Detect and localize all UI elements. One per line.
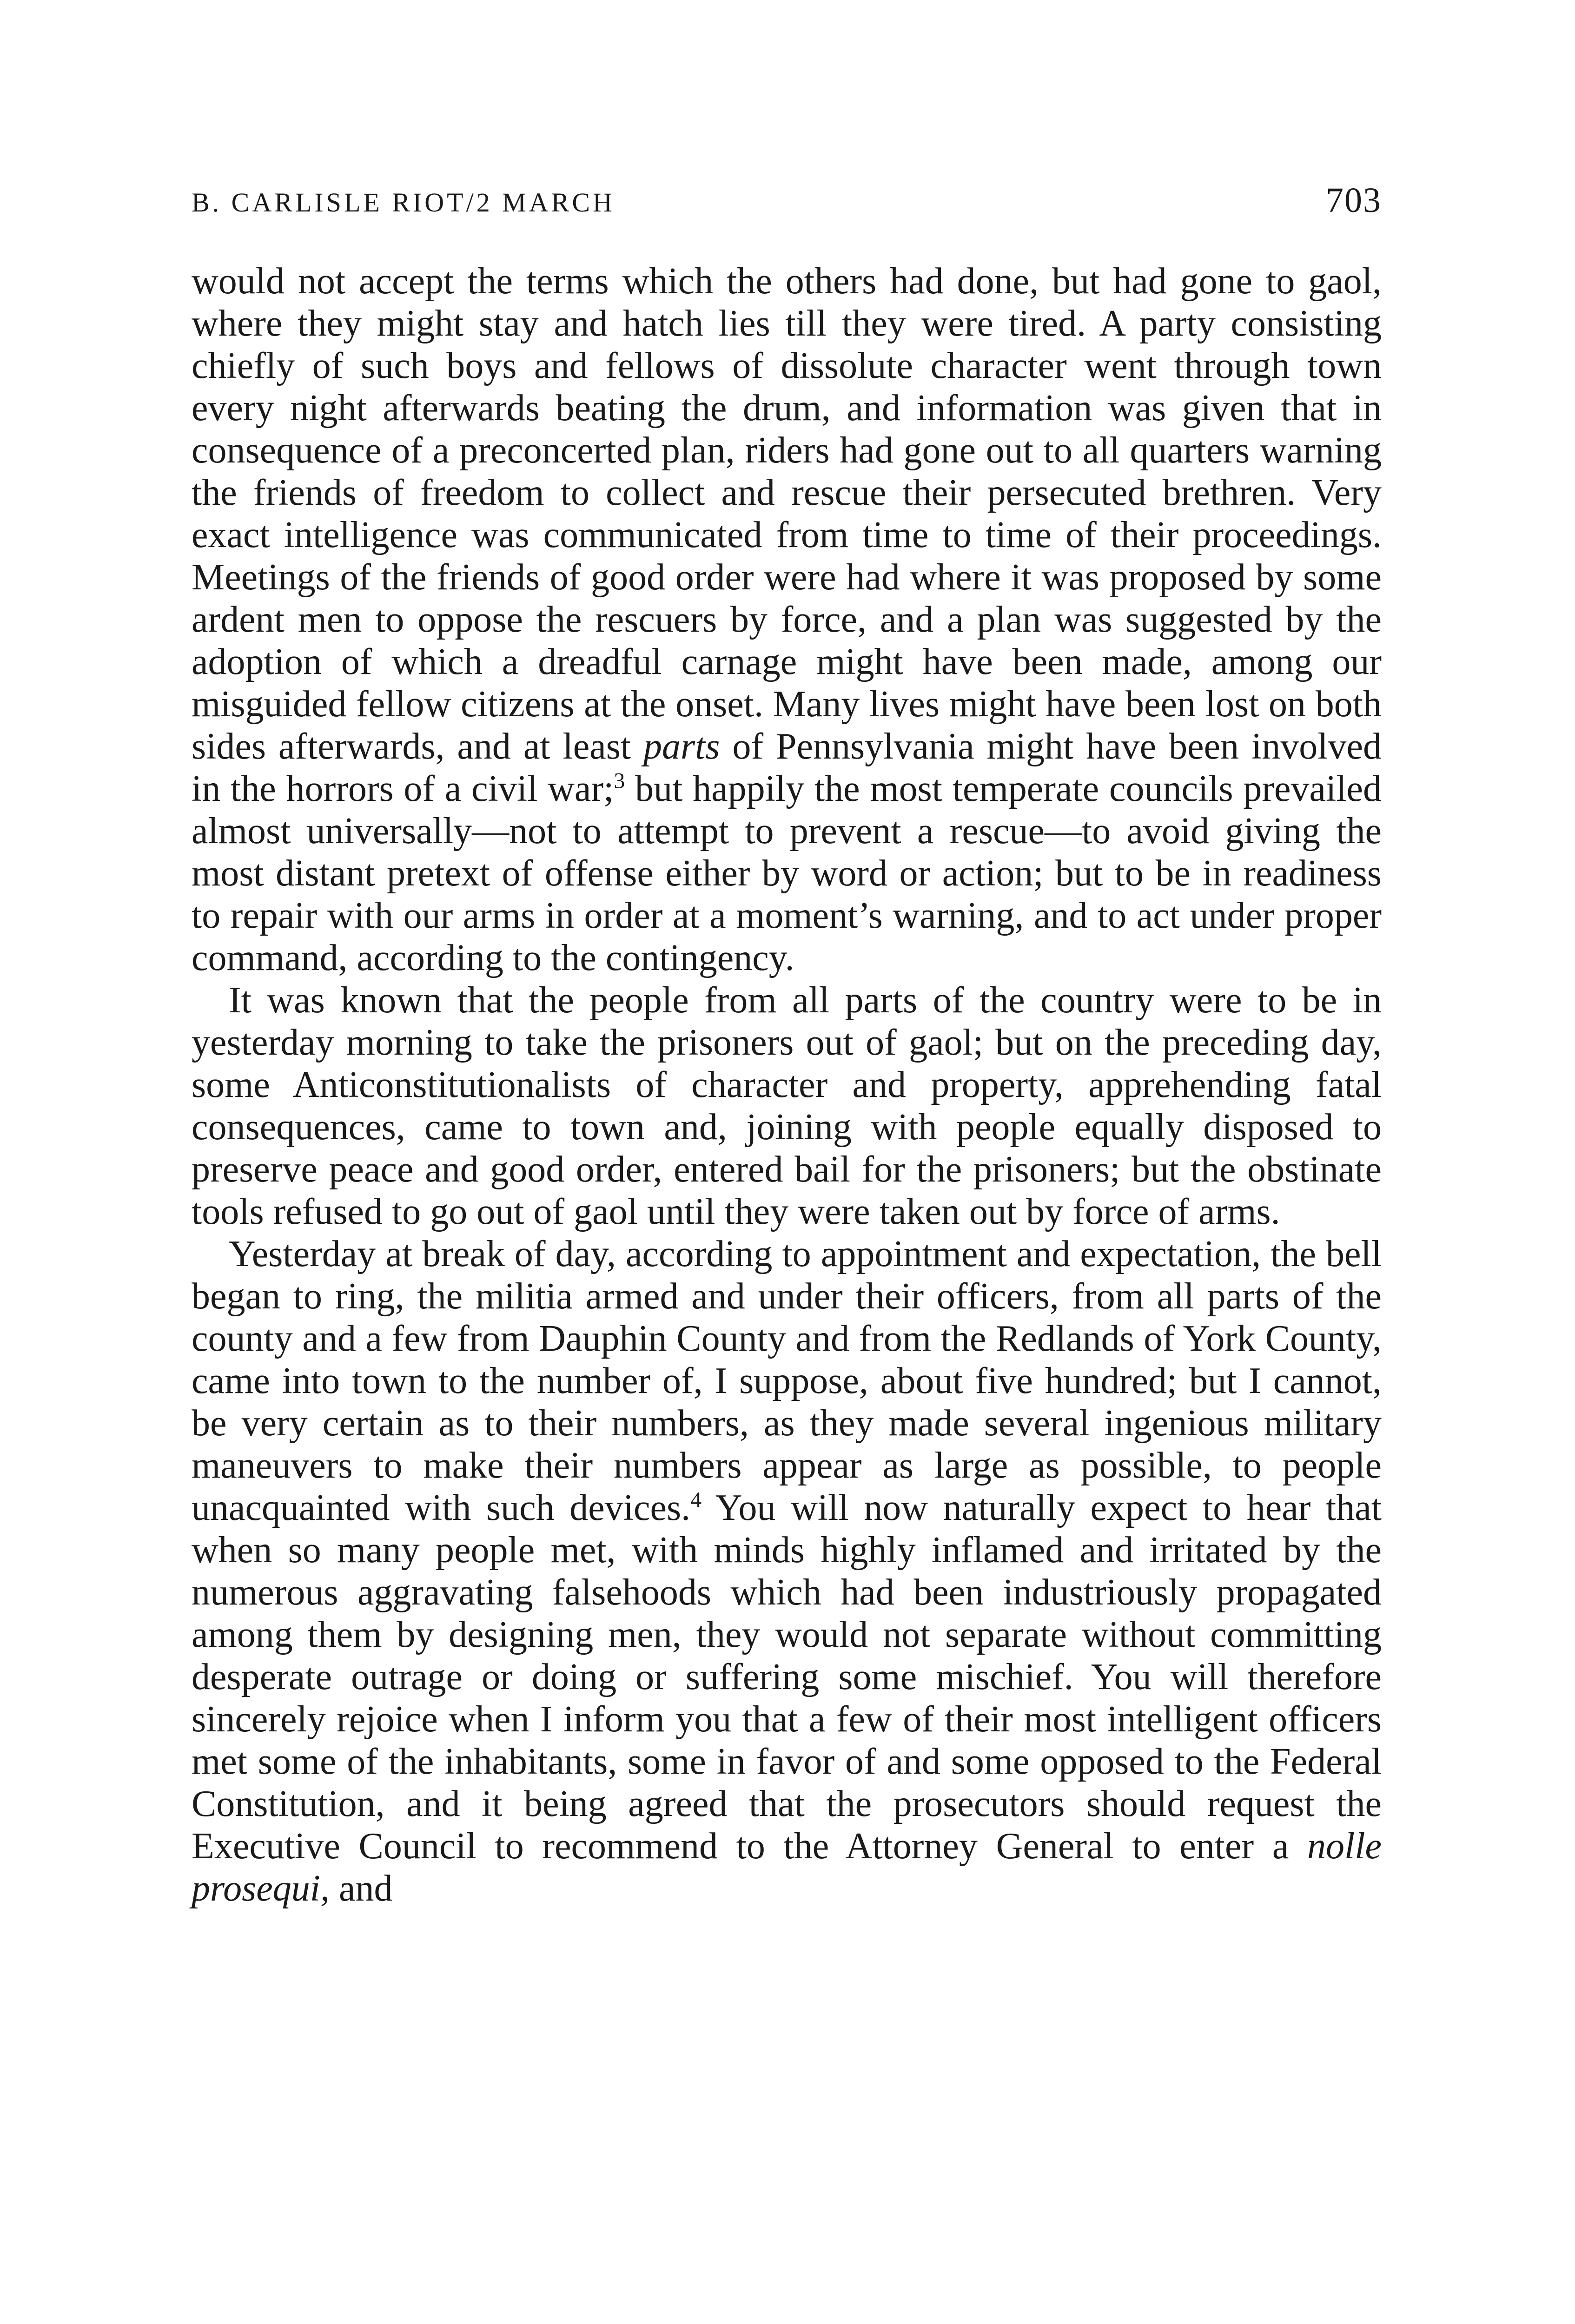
paragraph-text: It was known that the people from all parts of the country were to be in yesterday morning to take the prisoners out of gaol; but on the preceding day, some Anticonstitutionalists of character and property, apprehending fatal consequences, came to town and, joining with people equally disposed to preserve peace and good order, entered bail for the prisoners; but the obstinate tools refused to go out of gaol until they were taken out by force of arms. xyxy=(192,980,1382,1232)
paragraph-1 xyxy=(192,260,1382,979)
paragraph-text: You will now naturally expect to hear that when so many people met, with minds highly inflamed and irritated by the numerous aggravating falsehoods which had been industriously propagated among them by designing men, they would not separate without committing desperate outrage or doing or suffering some mischief. You will therefore sincerely rejoice when I inform you that a few of their most intelligent officers met some of the inhabitants, some in favor of and some opposed to the Federal Constitution, and it being agreed that the prosecutors should request the Executive Council to recommend to the Attorney General to enter a xyxy=(192,1487,1382,1867)
page-number: 703 xyxy=(1326,181,1382,220)
running-head xyxy=(192,153,1382,220)
body-text xyxy=(192,260,1382,1910)
running-head-title: B. CARLISLE RIOT/2 MARCH xyxy=(192,187,615,218)
paragraph-2 xyxy=(192,979,1382,1233)
paragraph-3 xyxy=(192,1233,1382,1910)
paragraph-text: would not accept the terms which the others had done, but had gone to gaol, where they might stay and hatch lies till they were tired. A party consisting chiefly of such boys and fellows of dissolute character went through town every night afterwards beating the drum, and information was given that in consequence of a preconcerted plan, riders had gone out to all quarters warning the friends of freedom to collect and rescue their persecuted brethren. Very exact intelligence was communicated from time to time of their proceedings. Meetings of the friends of good order were had where it was proposed by some ardent men to oppose the rescuers by force, and a plan was suggested by the adoption of which a dreadful carnage might have been made, among our misguided fellow citizens at the onset. Many lives might have been lost on both sides afterwards, and at least xyxy=(192,261,1382,767)
document-page xyxy=(192,153,1382,1910)
paragraph-text: but happily the most temperate councils prevailed almost universally—not to attempt to prevent a rescue—to avoid giving the most distant pretext of offense either by word or action; but to be in readiness to repair with our arms in order at a moment’s warning, and to act under proper command, according to the contingency. xyxy=(192,768,1382,978)
paragraph-text: and xyxy=(330,1868,393,1909)
paragraph-text: Yesterday at break of day, according to appointment and expectation, the bell began to ring, the militia armed and under their officers, from all parts of the county and a few from Dauphin County and from the Redlands of York County, came into town to the number of, I suppose, about five hundred; but I cannot, be very certain as to their numbers, as they made several ingenious military maneuvers to make their numbers appear as large as possible, to people unacquainted with such devices. xyxy=(192,1234,1382,1528)
footnote-marker: 4 xyxy=(690,1487,702,1512)
italic-text: nolle prosequi, xyxy=(192,1826,1382,1909)
italic-text: parts xyxy=(643,726,720,767)
paragraph-text: of Pennsylvania might have been involved in the horrors of a civil war; xyxy=(192,726,1382,809)
footnote-marker: 3 xyxy=(614,768,625,793)
